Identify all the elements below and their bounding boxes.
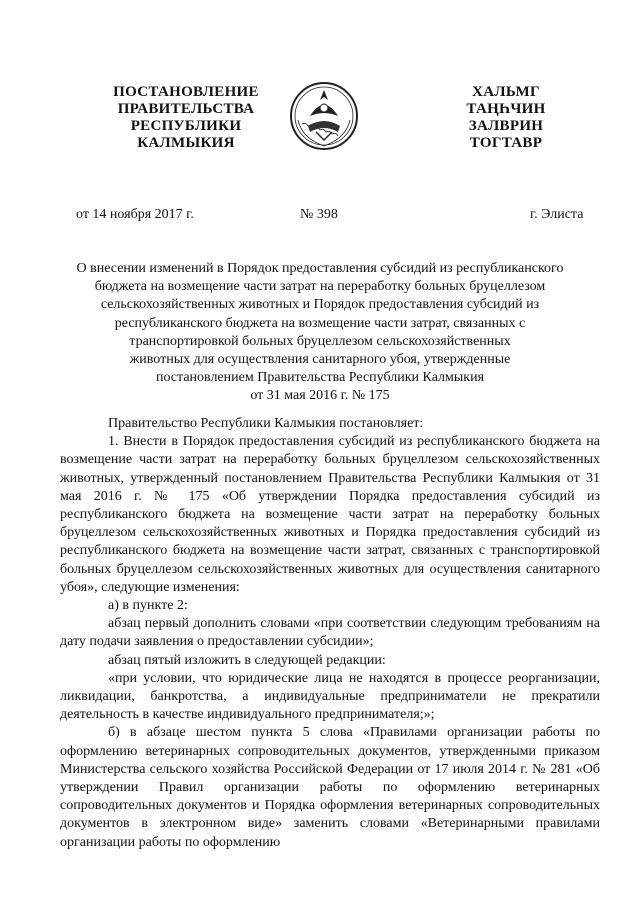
document-title: [66, 260, 574, 406]
issuer-title-russian: [96, 84, 276, 152]
title-line: животных для осуществления санитарного убоя, утвержденные: [129, 352, 511, 368]
document-city: г. Элиста: [530, 207, 584, 222]
title-line: О внесении изменений в Порядок предоставления субсидий из республиканского: [76, 261, 564, 276]
title-line: от 31 мая 2016 г. № 175: [250, 388, 390, 404]
title-line: сельскохозяйственных животных и Порядок предоставления субсидий из: [100, 297, 540, 313]
issuer-line: ТОГТАВР: [469, 135, 543, 151]
kalmykia-coat-of-arms-icon: [288, 80, 360, 152]
preamble-paragraph: Правительство Республики Калмыкия постановляет:: [108, 416, 424, 431]
issuer-line: ПОСТАНОВЛЕНИЕ: [113, 84, 259, 100]
body-paragraph: б) в абзаце шестом пункта 5 слова «Правилами организации работы по оформлению ветеринарных сопроводительных документов, утвержденными приказом Министерства сельского хозяйства Российской Федерации от 17 июля 2014 г. № 281 «Об утверждении Правил организации работы по оформлению ветеринарных сопроводительных документов и Порядка оформления ветеринарных сопроводительных документов в электронном виде» заменить словами «Ветеринарными правилами организации работы по оформлению: [60, 725, 600, 850]
issuer-line: ХАЛЬМГ: [472, 84, 540, 100]
title-line: постановлением Правительства Республики Калмыкия: [155, 370, 485, 386]
title-line: бюджета на возмещение части затрат на переработку больных бруцеллезом: [94, 279, 546, 295]
document-body: [60, 415, 600, 852]
issuer-line: ТАҢҺЧИН: [466, 101, 546, 117]
body-paragraph: а) в пункте 2:: [108, 598, 188, 614]
issuer-line: ЗАЛВРИН: [468, 118, 544, 134]
document-number: № 398: [300, 207, 338, 222]
title-line: транспортировкой больных бруцеллезом сельскохозяйственных: [129, 333, 511, 349]
title-line: республиканского бюджета на возмещение части затрат, связанных с: [114, 315, 526, 331]
body-paragraph: абзац пятый изложить в следующей редакции:: [108, 652, 386, 668]
issuer-line: РЕСПУБЛИКИ: [130, 118, 242, 134]
issuer-title-kalmyk: [446, 84, 566, 152]
body-paragraph: 1. Внести в Порядок предоставления субсидий из республиканского бюджета на возмещение части затрат на переработку больных бруцеллезом сельскохозяйственных животных, утвержденный постановлением Правительства Республики Калмыкия от 31 мая 2016 г. № 175 «Об утверждении Порядка предоставления субсидий из республиканского бюджета на возмещение части затрат на переработку больных бруцеллезом сельскохозяйственных животных и Порядка предоставления субсидий из республиканского бюджета на возмещение части затрат, связанных с транспортировкой больных бруцеллезом сельскохозяйственных животных для осуществления санитарного убоя», следующие изменения:: [60, 434, 600, 595]
document-date: от 14 ноября 2017 г.: [76, 207, 194, 222]
issuer-line: КАЛМЫКИЯ: [137, 135, 235, 151]
body-paragraph: абзац первый дополнить словами «при соответствии следующим требованиям на дату подачи заявления о предоставлении субсидии»;: [60, 616, 600, 650]
issuer-line: ПРАВИТЕЛЬСТВА: [117, 101, 255, 117]
body-paragraph: «при условии, что юридические лица не находятся в процессе реорганизации, ликвидации, банкротства, а индивидуальные предприниматели не прекратили деятельность в качестве индивидуального предпринимателя;»;: [60, 670, 600, 723]
